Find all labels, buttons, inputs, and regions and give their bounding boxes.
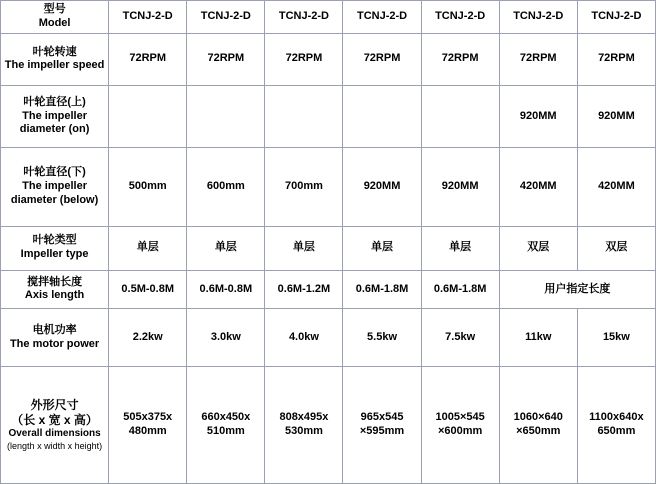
cell-dim-6: 1060×640 ×650mm [499,367,577,484]
table-row [1,309,656,367]
cell-speed-6: 72RPM [499,33,577,85]
cell-axis-1: 0.5M-0.8M [109,270,187,308]
cell-speed-3: 72RPM [265,33,343,85]
cell-power-4: 5.5kw [343,309,421,367]
cell-speed-2: 72RPM [187,33,265,85]
cell-dim-5: 1005×545 ×600mm [421,367,499,484]
cell-type-5: 单层 [421,226,499,270]
row-label-impeller-speed: 叶轮转速 The impeller speed [1,33,109,85]
cell-power-7: 15kw [577,309,655,367]
table-row [1,33,656,85]
cell-axis-2: 0.6M-0.8M [187,270,265,308]
cell-model-6: TCNJ-2-D [499,1,577,34]
cell-diam-below-5: 920MM [421,148,499,226]
cell-speed-7: 72RPM [577,33,655,85]
cell-power-5: 7.5kw [421,309,499,367]
cell-type-3: 单层 [265,226,343,270]
cell-diam-on-7: 920MM [577,85,655,147]
cell-model-4: TCNJ-2-D [343,1,421,34]
cell-speed-1: 72RPM [109,33,187,85]
cell-diam-on-1 [109,85,187,147]
cell-model-7: TCNJ-2-D [577,1,655,34]
cell-diam-below-7: 420MM [577,148,655,226]
cell-diam-below-4: 920MM [343,148,421,226]
cell-type-6: 双层 [499,226,577,270]
cell-diam-on-4 [343,85,421,147]
table-row [1,1,656,34]
cell-dim-2: 660x450x 510mm [187,367,265,484]
cell-dim-7: 1100x640x 650mm [577,367,655,484]
cell-model-2: TCNJ-2-D [187,1,265,34]
cell-diam-below-3: 700mm [265,148,343,226]
cell-diam-on-6: 920MM [499,85,577,147]
row-label-impeller-type: 叶轮类型 Impeller type [1,226,109,270]
cell-power-3: 4.0kw [265,309,343,367]
cell-diam-on-5 [421,85,499,147]
table-row [1,270,656,308]
cell-diam-below-6: 420MM [499,148,577,226]
cell-speed-4: 72RPM [343,33,421,85]
row-label-motor-power: 电机功率 The motor power [1,309,109,367]
table-row [1,148,656,226]
table-row [1,367,656,484]
row-label-axis-length: 搅拌轴长度 Axis length [1,270,109,308]
row-label-impeller-diameter-below: 叶轮直径(下) The impeller diameter (below) [1,148,109,226]
cell-power-6: 11kw [499,309,577,367]
row-label-impeller-diameter-on: 叶轮直径(上) The impeller diameter (on) [1,85,109,147]
cell-diam-on-3 [265,85,343,147]
cell-model-3: TCNJ-2-D [265,1,343,34]
cell-diam-below-1: 500mm [109,148,187,226]
cell-speed-5: 72RPM [421,33,499,85]
cell-axis-custom-length: 用户指定长度 [499,270,655,308]
cell-type-7: 双层 [577,226,655,270]
cell-diam-on-2 [187,85,265,147]
cell-model-1: TCNJ-2-D [109,1,187,34]
row-label-model: 型号 Model [1,1,109,34]
cell-power-2: 3.0kw [187,309,265,367]
table-row [1,85,656,147]
cell-diam-below-2: 600mm [187,148,265,226]
cell-dim-4: 965x545 ×595mm [343,367,421,484]
cell-power-1: 2.2kw [109,309,187,367]
cell-axis-3: 0.6M-1.2M [265,270,343,308]
cell-type-4: 单层 [343,226,421,270]
cell-axis-5: 0.6M-1.8M [421,270,499,308]
cell-type-2: 单层 [187,226,265,270]
cell-dim-3: 808x495x 530mm [265,367,343,484]
cell-axis-4: 0.6M-1.8M [343,270,421,308]
row-label-overall-dimensions: 外形尺寸 （长 x 宽 x 高） Overall dimensions (length x width x height) [1,367,109,484]
cell-type-1: 单层 [109,226,187,270]
table-row [1,226,656,270]
cell-model-5: TCNJ-2-D [421,1,499,34]
cell-dim-1: 505x375x 480mm [109,367,187,484]
